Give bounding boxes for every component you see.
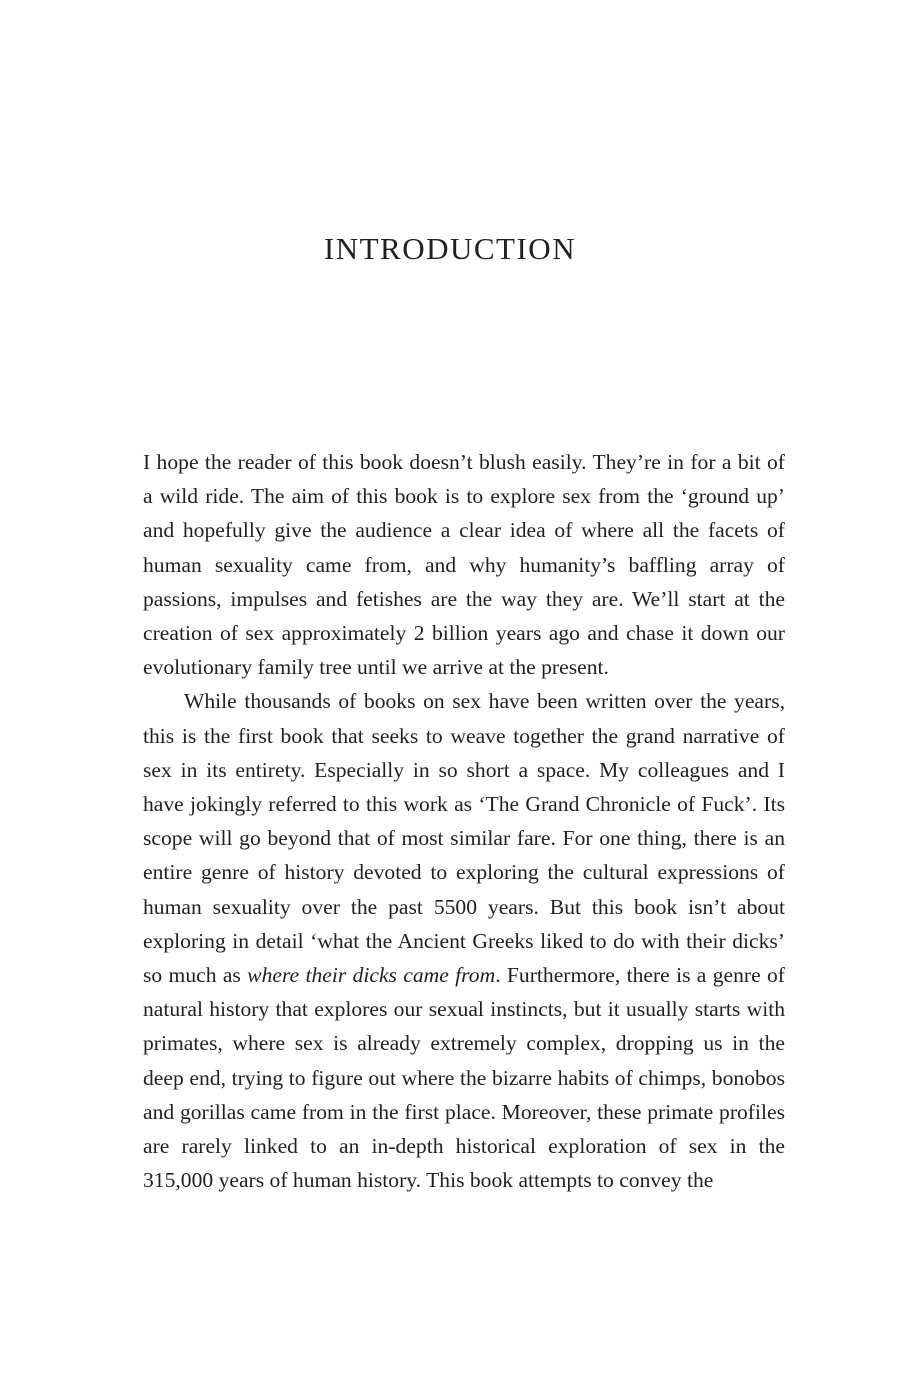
chapter-title: INTRODUCTION [323, 231, 577, 266]
paragraph-2-text-a: While thousands of books on sex have been written over the years, this is the first book that seeks to weave together the grand narrative of sex in its entirety. Especially in so short a space. My colleagues and I have jokingly referred to this work as ‘The Grand Chronicle of Fuck’. Its scope will go beyond that of most similar fare. For one thing, there is an entire genre of history devoted to exploring the cultural expressions of human sexuality over the past 5500 years. But this book isn’t about exploring in detail ‘what the Ancient Greeks liked to do with their dicks’ so much as [143, 689, 785, 988]
paragraph-2-italic: where their dicks came from [247, 963, 496, 988]
paragraph-2 [143, 684, 785, 1197]
paragraph-2-text-b: . Furthermore, there is a genre of natural history that explores our sexual instincts, but it usually starts with primates, where sex is already extremely complex, dropping us in the deep end, trying to figure out where the bizarre habits of chimps, bonobos and gorillas came from in the first place. Moreover, these primate profiles are rarely linked to an in-depth historical exploration of sex in the 315,000 years of human history. This book attempts to convey the [143, 963, 785, 1193]
body-text [143, 445, 785, 1197]
paragraph-1: I hope the reader of this book doesn’t blush easily. They’re in for a bit of a wild ride. The aim of this book is to explore sex from the ‘ground up’ and hopefully give the audience a clear idea of where all the facets of human sexuality came from, and why humanity’s baffling array of passions, impulses and fetishes are the way they are. We’ll start at the creation of sex approximately 2 billion years ago and chase it down our evolutionary family tree until we arrive at the present. [143, 450, 785, 680]
